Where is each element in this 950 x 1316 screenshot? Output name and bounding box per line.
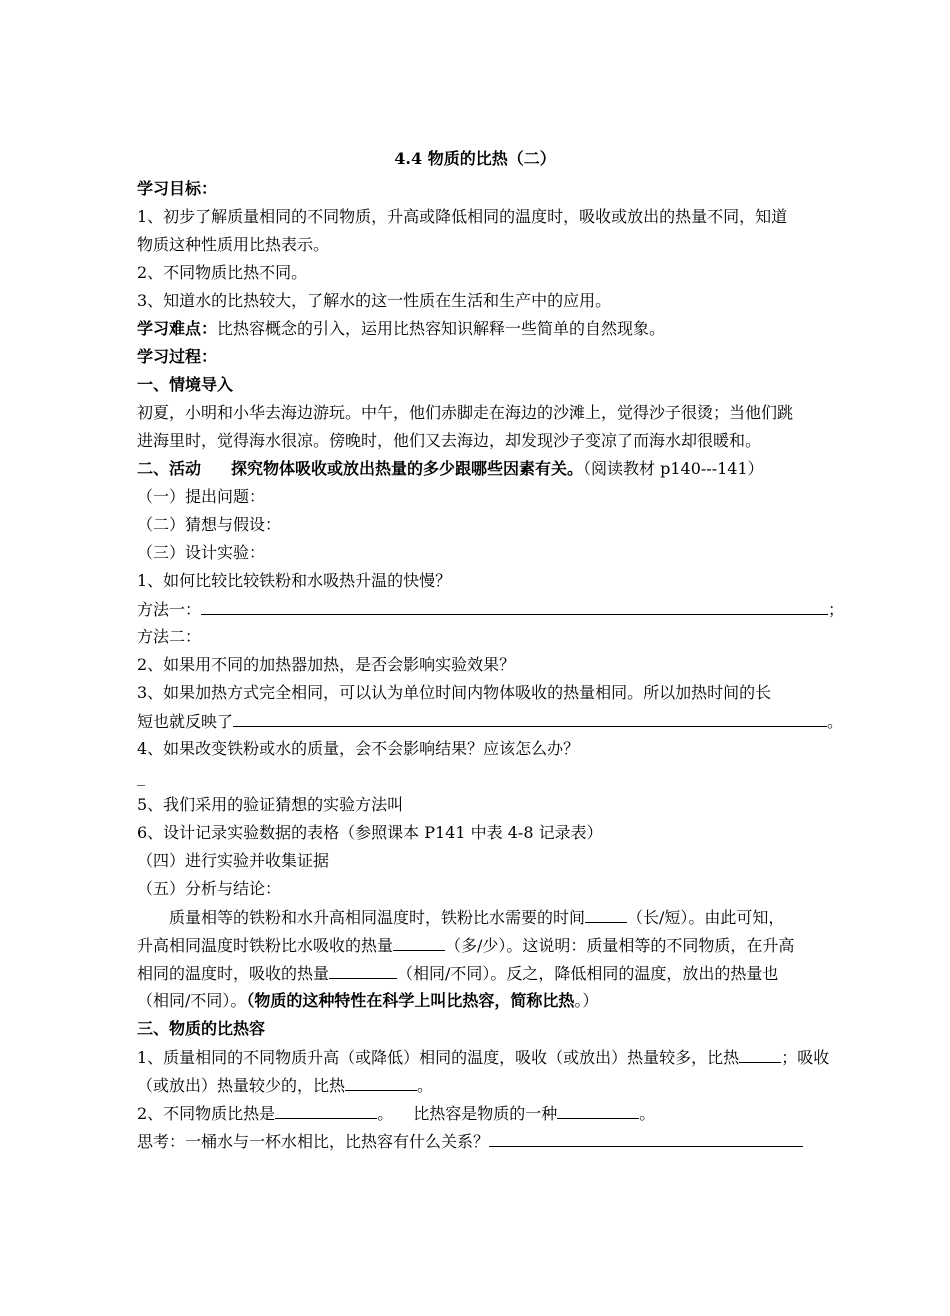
process-heading: 学习过程： [137, 347, 218, 366]
section-1-text-line-2: 进海里时，觉得海水很凉。傍晚时，他们又去海边，却发现沙子变凉了而海水却很暖和。 [137, 431, 762, 450]
question-3-line-1: 3、如果加热方式完全相同，可以认为单位时间内物体吸收的热量相同。所以加热时间的长 [137, 683, 772, 702]
conclusion-4-end: 。） [574, 991, 599, 1010]
question-3-line-2 [137, 711, 857, 732]
conclusion-line-2 [137, 935, 857, 956]
section-3-line-3-text: 2、不同物质比热是 [137, 1104, 276, 1123]
objective-1-line-1: 1、初步了解质量相同的不同物质，升高或降低相同的温度时，吸收或放出的热量不同，知道 [137, 207, 788, 226]
section-3-line-1-text: 1、质量相同的不同物质升高（或降低）相同的温度，吸收（或放出）热量较多，比热 [137, 1048, 740, 1067]
section-1-text-line-1: 初夏，小明和小华去海边游玩。中午，他们赤脚走在海边的沙滩上，觉得沙子很烫；当他们跳 [137, 403, 794, 422]
conclusion-2-text-b: （多/少）。这说明：质量相等的不同物质，在升高 [445, 936, 795, 955]
specific-heat-blank-3[interactable] [275, 1103, 377, 1119]
think-question-line [137, 1131, 857, 1152]
objective-2: 2、不同物质比热不同。 [137, 263, 308, 282]
difficulty-text: 比热容概念的引入，运用比热容知识解释一些简单的自然现象。 [217, 319, 666, 338]
conclusion-blank-3[interactable] [329, 963, 397, 979]
question-1: 1、如何比较比较铁粉和水吸热升温的快慢？ [137, 571, 452, 590]
question-3-text: 短也就反映了 [137, 712, 234, 731]
section-3-line-2-end: 。 [417, 1076, 434, 1095]
section-3-line-3-mid: 。 [377, 1104, 394, 1123]
section-2-topic: 探究物体吸收或放出热量的多少跟哪些因素有关。 [231, 459, 584, 478]
conclusion-blank-2[interactable] [393, 935, 445, 951]
page-title: 4.4 物质的比热（二） [394, 149, 556, 168]
method-2-label: 方法二： [137, 627, 202, 646]
method-1-label: 方法一： [137, 600, 202, 619]
question-5: 5、我们采用的验证猜想的实验方法叫 [137, 795, 404, 814]
method-1-end: ； [828, 600, 845, 619]
section-3-heading: 三、物质的比热容 [137, 1019, 266, 1038]
step-analysis-conclusion: （五）分析与结论： [137, 879, 282, 898]
section-2-heading: 二、活动 [137, 459, 202, 478]
section-1-heading: 一、情境导入 [137, 375, 234, 394]
conclusion-2-text: 升高相同温度时铁粉比水吸收的热量 [137, 936, 394, 955]
step-design-experiment: （三）设计实验： [137, 543, 266, 562]
conclusion-line-4 [137, 991, 857, 1011]
think-question-text: 思考：一桶水与一杯水相比，比热容有什么关系？ [137, 1132, 490, 1151]
question-3-blank[interactable] [233, 711, 827, 727]
section-2-reference: （阅读教材 p140---141） [583, 459, 764, 478]
section-2-heading-line [137, 459, 857, 479]
question-6: 6、设计记录实验数据的表格（参照课本 P141 中表 4-8 记录表） [137, 823, 603, 842]
step-raise-question: （一）提出问题： [137, 487, 266, 506]
conclusion-1-text: 质量相等的铁粉和水升高相同温度时，铁粉比水需要的时间 [137, 908, 586, 927]
conclusion-4-bold: （物质的这种特性在科学上叫比热容，简称比热 [246, 991, 575, 1010]
question-3-end: 。 [827, 712, 844, 731]
conclusion-line-3 [137, 963, 857, 984]
objective-3: 3、知道水的比热较大，了解水的这一性质在生活和生产中的应用。 [137, 291, 612, 310]
section-3-line-3-text-b: 比热容是物质的一种 [413, 1104, 558, 1123]
question-4-blank[interactable]: _ [137, 767, 145, 786]
conclusion-4-text: （相同/不同）。 [137, 991, 247, 1010]
section-3-line-2 [137, 1075, 857, 1096]
method-1-blank[interactable] [201, 599, 828, 615]
section-3-line-3-end: 。 [639, 1104, 656, 1123]
conclusion-3-text-b: （相同/不同）。反之，降低相同的温度，放出的热量也 [397, 964, 779, 983]
objective-1-line-2: 物质这种性质用比热表示。 [137, 235, 330, 254]
conclusion-3-text: 相同的温度时，吸收的热量 [137, 964, 330, 983]
method-1-line [137, 599, 857, 620]
difficulty-label: 学习难点： [137, 319, 218, 338]
specific-heat-blank-2[interactable] [345, 1075, 417, 1091]
step-conduct-experiment: （四）进行实验并收集证据 [137, 851, 330, 870]
section-3-line-1 [137, 1047, 857, 1068]
conclusion-line-1 [137, 907, 857, 928]
specific-heat-blank-1[interactable] [739, 1047, 781, 1063]
question-2: 2、如果用不同的加热器加热，是否会影响实验效果？ [137, 655, 516, 674]
difficulty-line [137, 319, 857, 339]
section-3-line-1-end: ；吸收 [781, 1048, 830, 1067]
step-hypothesis: （二）猜想与假设： [137, 515, 282, 534]
section-3-line-3 [137, 1103, 857, 1124]
section-3-line-2-text: （或放出）热量较少的，比热 [137, 1076, 346, 1095]
specific-heat-blank-4[interactable] [557, 1103, 639, 1119]
question-4: 4、如果改变铁粉或水的质量，会不会影响结果？应该怎么办？ [137, 739, 580, 758]
conclusion-1-text-b: （长/短）。由此可知， [627, 908, 785, 927]
conclusion-blank-1[interactable] [585, 907, 627, 923]
think-question-blank[interactable] [489, 1131, 803, 1147]
objectives-heading: 学习目标： [137, 179, 218, 198]
